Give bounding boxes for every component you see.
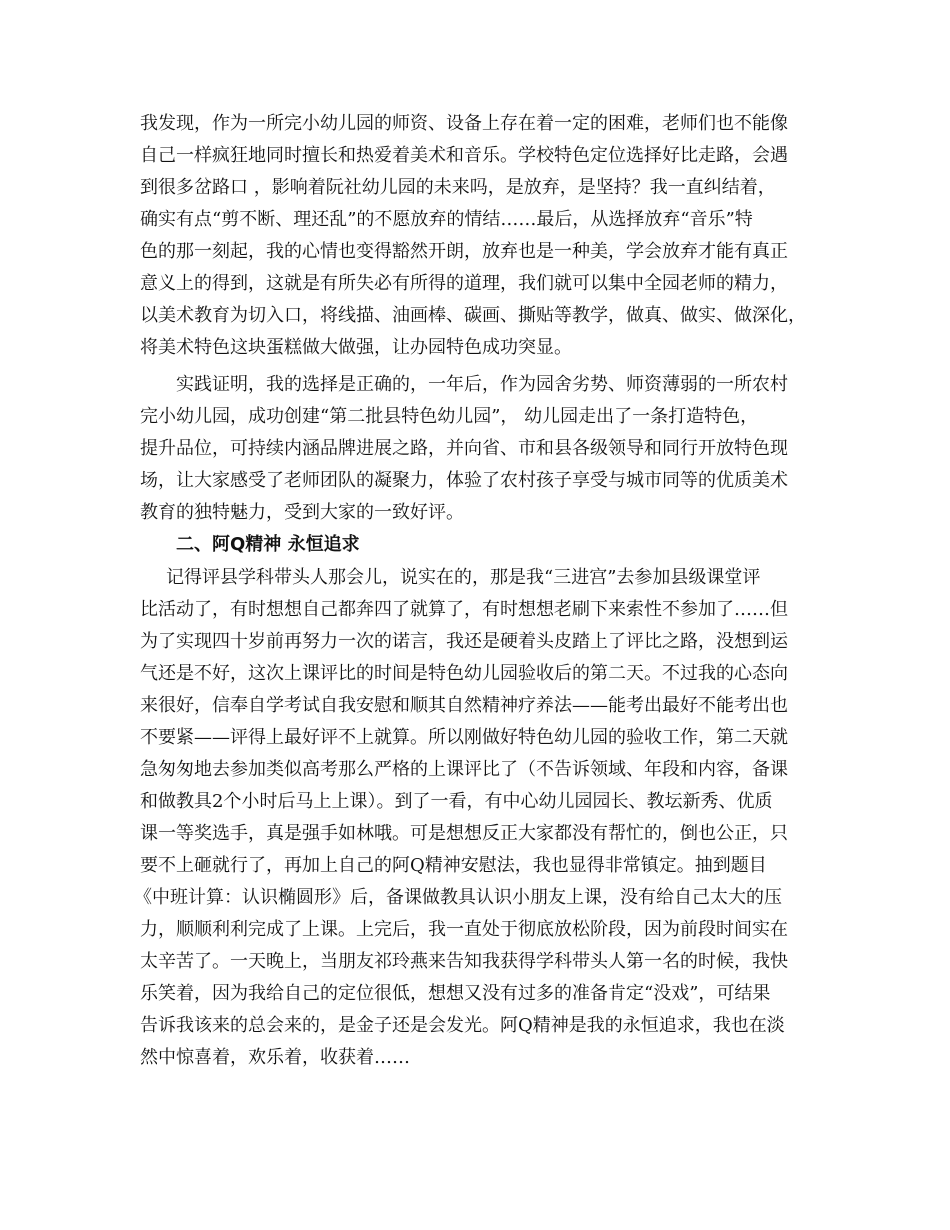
text-line: 以美术教育为切入口，将线描、油画棒、碳画、撕贴等教学，做真、做实、做深化， bbox=[140, 305, 806, 326]
text-line: 意义上的得到，这就是有所失必有所得的道理，我们就可以集中全园老师的精力， bbox=[140, 273, 788, 294]
text-line: 《中班计算：认识椭圆形》后，备课做教具认识小朋友上课，没有给自己太大的压 bbox=[134, 887, 782, 908]
text-line: 告诉我该来的总会来的，是金子还是会发光。阿Q精神是我的永恒追求，我也在淡 bbox=[140, 1015, 785, 1036]
text-line: 课一等奖选手，真是强手如林哦。可是想想反正大家都没有帮忙的，倒也公正，只 bbox=[140, 823, 788, 844]
text-line: 比活动了，有时想想自己都奔四了就算了，有时想想老刷下来索性不参加了……但 bbox=[140, 599, 788, 620]
text-line: 急匆匆地去参加类似高考那么严格的上课评比了（不告诉领域、年段和内容，备课 bbox=[140, 759, 788, 780]
text-line: 自己一样疯狂地同时擅长和热爱着美术和音乐。学校特色定位选择好比走路，会遇 bbox=[140, 145, 788, 166]
text-line: 不要紧——评得上最好评不上就算。所以刚做好特色幼儿园的验收工作，第二天就 bbox=[140, 727, 788, 748]
text-line: 到很多岔路口 ，影响着阮社幼儿园的未来吗，是放弃，是坚持？我一直纠结着， bbox=[140, 177, 776, 198]
text-line: 记得评县学科带头人那会儿，说实在的，那是我“三进宫”去参加县级课堂评 bbox=[166, 567, 761, 588]
text-line: 确实有点“剪不断、理还乱”的不愿放弃的情结……最后，从选择放弃“音乐”特 bbox=[140, 209, 753, 230]
text-line: 气还是不好，这次上课评比的时间是特色幼儿园验收后的第二天。不过我的心态向 bbox=[140, 663, 788, 684]
text-line: 将美术特色这块蛋糕做大做强，让办园特色成功突显。 bbox=[140, 337, 572, 358]
text-line: 场，让大家感受了老师团队的凝聚力，体验了农村孩子享受与城市同等的优质美术 bbox=[140, 470, 788, 491]
text-line: 和做教具2个小时后马上上课）。到了一看，有中心幼儿园园长、教坛新秀、优质 bbox=[140, 791, 773, 812]
text-line: 乐笑着，因为我给自己的定位很低，想想又没有过多的准备肯定“没戏”，可结果 bbox=[140, 983, 771, 1004]
text-line: 我发现，作为一所完小幼儿园的师资、设备上存在着一定的困难，老师们也不能像 bbox=[140, 113, 788, 134]
text-line: 太辛苦了。一天晚上，当朋友祁玲燕来告知我获得学科带头人第一名的时候，我快 bbox=[140, 951, 788, 972]
text-line: 完小幼儿园，成功创建“第二批县特色幼儿园”， 幼儿园走出了一条打造特色， bbox=[140, 406, 759, 427]
text-line: 为了实现四十岁前再努力一次的诺言，我还是硬着头皮踏上了评比之路，没想到运 bbox=[140, 631, 788, 652]
text-line: 要不上砸就行了，再加上自己的阿Q精神安慰法，我也显得非常镇定。抽到题目 bbox=[140, 855, 767, 876]
text-line: 来很好，信奉自学考试自我安慰和顺其自然精神疗养法——能考出最好不能考出也 bbox=[140, 695, 788, 716]
section-heading: 二、阿Q精神 永恒追求 bbox=[176, 534, 360, 555]
text-line: 力，顺顺利利完成了上课。上完后，我一直处于彻底放松阶段，因为前段时间实在 bbox=[140, 919, 788, 940]
text-line: 教育的独特魅力，受到大家的一致好评。 bbox=[140, 502, 464, 523]
text-line: 色的那一刻起，我的心情也变得豁然开朗，放弃也是一种美，学会放弃才能有真正 bbox=[140, 241, 788, 262]
text-line: 然中惊喜着，欢乐着，收获着…… bbox=[140, 1047, 410, 1068]
text-line: 实践证明，我的选择是正确的，一年后，作为园舍劣势、师资薄弱的一所农村 bbox=[176, 374, 788, 395]
text-line: 提升品位，可持续内涵品牌进展之路，并向省、市和县各级领导和同行开放特色现 bbox=[140, 438, 788, 459]
